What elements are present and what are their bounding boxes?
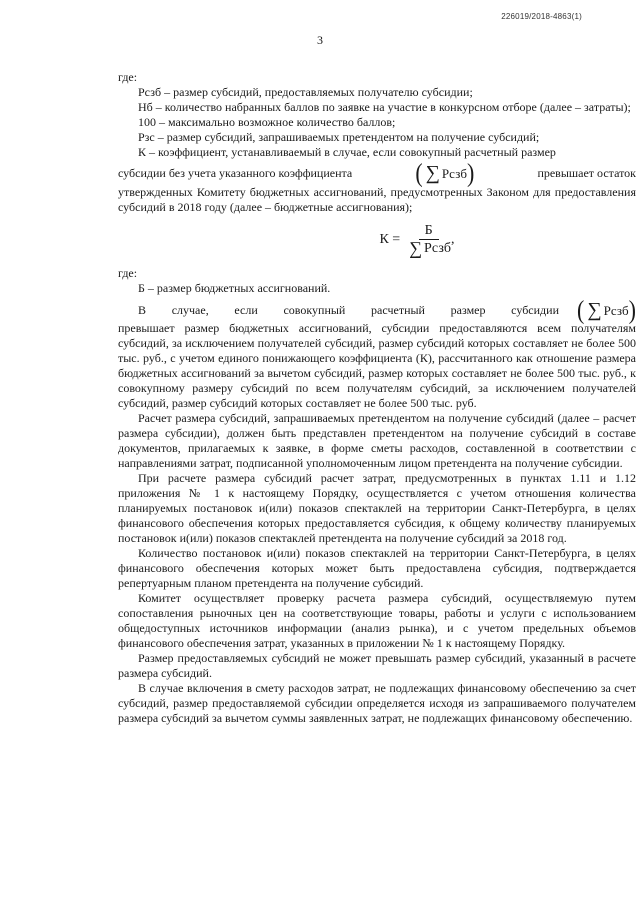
definition-100: 100 – максимально возможное количество баллов;	[138, 115, 396, 129]
definition-rzs: Рзс – размер субсидий, запрашиваемых претендентом на получение субсидий;	[138, 130, 540, 144]
paragraph-1-continuation: превышает размер бюджетных ассигнований, субсидии предоставляются всем получателям субсидий, за исключением получателей субсидий, размер субсидий которых составляет не более 500 тыс. руб., с учетом единого понижающего коэффициента (К), рассчитанного как отношение размера бюджетных ассигнований за вычетом субсидий, размер которых составляет не более 500 тыс. руб., к совокупному размеру субсидий по всем получателям субсидий, за исключением получателей субсидий, размер субсидий которых составляет не более 500 тыс. руб.	[118, 321, 636, 410]
definition-k-line-with-sum	[118, 157, 636, 188]
sum-variable: Рсзб	[603, 302, 629, 318]
definition-k-continuation: утвержденных Комитету бюджетных ассигнований, предусмотренных Законом для предоставления субсидий в 2018 году (далее – бюджетные ассигнования);	[118, 185, 636, 214]
document-registration-number: 226019/2018-4863(1)	[501, 12, 582, 21]
paragraph-7: В случае включения в смету расходов затрат, не подлежащих финансовому обеспечению за счет субсидий, размер предоставляемой субсидии определяется исходя из запрашиваемого получателем размера субсидий за вычетом суммы заявленных затрат, не подлежащих финансовому обеспечению.	[118, 681, 636, 725]
definition-b: Б – размер бюджетных ассигнований.	[138, 281, 331, 295]
definition-nb: Нб – количество набранных баллов по заявке на участие в конкурсном отборе (далее – затраты);	[138, 100, 631, 114]
sum-sigma-symbol: ∑	[587, 298, 602, 321]
paragraph-1-sum-expression	[577, 294, 636, 325]
paragraph-3: При расчете размера субсидий расчет затрат, предусмотренных в пунктах 1.11 и 1.12 приложения № 1 к настоящему Порядку, осуществляется с учетом отношения количества планируемых постановок и(или) показов спектаклей на территории Санкт-Петербурга, в целях финансового обеспечения которых предоставляется субсидия, к общему количеству планируемых постановок и(или) показов спектаклей претендента на получение субсидий за 2018 год.	[118, 471, 636, 545]
sum-variable: Рсзб	[441, 165, 467, 181]
coefficient-formula	[198, 223, 636, 256]
sum-rszb-expression	[415, 157, 475, 188]
where-label-2: где:	[118, 266, 138, 280]
formula-numerator: Б	[419, 223, 439, 240]
open-paren: (	[577, 294, 585, 325]
formula-fraction	[406, 223, 451, 256]
paragraph-6: Размер предоставляемых субсидий не может превышать размер субсидий, указанный в расчете размера субсидий.	[118, 651, 636, 680]
where-label: где:	[118, 70, 138, 84]
formula-sigma-symbol: ∑	[409, 238, 423, 258]
open-paren: (	[415, 157, 423, 188]
close-paren: )	[628, 294, 636, 325]
close-paren: )	[467, 157, 475, 188]
definition-k: К – коэффициент, устанавливаемый в случае, если совокупный расчетный размер	[138, 145, 556, 159]
paragraph-5: Комитет осуществляет проверку расчета размера субсидий, осуществляемую путем сопоставления рыночных цен на соответствующие товары, работы и услуги с использованием общедоступных источников информации (анализ рынка), и с учетом предельных объемов финансового обеспечения затрат, указанных в приложении № 1 к настоящему Порядку.	[118, 591, 636, 650]
paragraph-4: Количество постановок и(или) показов спектаклей на территории Санкт-Петербурга, в целях финансового обеспечения которых может быть предоставлена субсидия, подтверждается репертуарным планом претендента на получение субсидий.	[118, 546, 636, 590]
paragraph-1-left: В случае, если совокупный расчетный размер субсидии	[138, 302, 559, 317]
paragraph-2: Расчет размера субсидий, запрашиваемых претендентом на получение субсидий (далее – расчет размера субсидии), должен быть представлен претендентом на получение субсидий в составе документов, прилагаемых к заявке, в форме сметы расходов, составленной в соответствии с направлениями затрат, подписанной уполномоченным лицом претендента на получение субсидии.	[118, 411, 636, 470]
formula-lhs: К =	[379, 232, 401, 247]
formula-denominator-variable: Рсзб	[424, 241, 452, 256]
definition-k-right: превышает остаток	[537, 165, 636, 180]
formula-denominator	[406, 240, 451, 256]
page-number: 3	[317, 33, 323, 47]
paragraph-1-first-line	[118, 294, 636, 325]
definition-k-left: субсидии без учета указанного коэффициента	[118, 165, 353, 180]
definition-rszb: Рсзб – размер субсидий, предоставляемых получателю субсидии;	[138, 85, 473, 99]
document-body	[118, 70, 636, 726]
sum-sigma-symbol: ∑	[425, 161, 440, 184]
formula-trailing-comma: ,	[451, 232, 455, 247]
